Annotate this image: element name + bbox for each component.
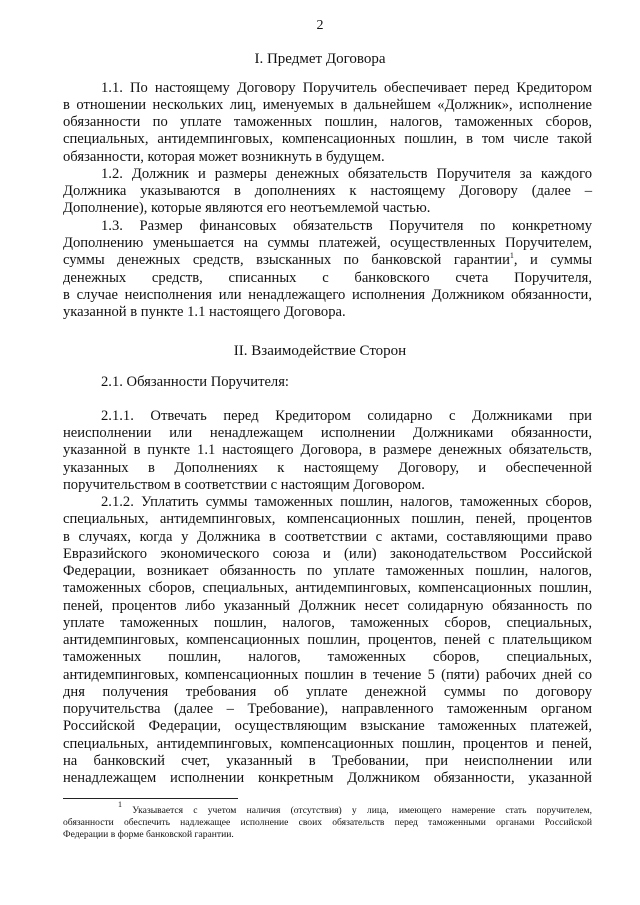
- paragraph-line: обязанности, которая может возникнуть в будущем.: [63, 149, 385, 165]
- footnote-reference: 1: [509, 251, 514, 260]
- paragraph-line: таможенных пошлин, налогов, таможенных сборов, специальных,: [63, 649, 592, 665]
- paragraph-line: Дополнение), которые являются его неотъемлемой частью.: [63, 200, 431, 216]
- paragraph-line: 1.1. По настоящему Договору Поручитель обеспечивает перед Кредитором: [101, 80, 592, 96]
- paragraph-line: 1.3. Размер финансовых обязательств Поручителя по конкретному: [101, 218, 592, 234]
- paragraph-line: специальных, антидемпинговых, компенсационных пошлин, пеней, процентов: [63, 511, 592, 527]
- paragraph-line: 2.1.1. Отвечать перед Кредитором солидарно с Должниками при: [101, 408, 592, 424]
- page-number: 2: [316, 18, 324, 33]
- footnote-line: Федерации в форме банковской гарантии.: [63, 829, 234, 840]
- paragraph-line: антидемпинговых, компенсационных пошлин в течение 5 (пяти) рабочих дней со: [63, 667, 592, 683]
- paragraph-line: поручительством в соответствии с настоящим Договором.: [63, 477, 425, 493]
- paragraph-text: , и суммы: [513, 252, 593, 268]
- footnote-text: Указывается с учетом наличия (отсутствия) у лица, имеющего намерение стать поручителем,: [132, 805, 592, 816]
- paragraph-line: указанной в пункте 1.1 настоящего Договора.: [63, 304, 346, 320]
- paragraph-line: Евразийского экономического союза и (или) законодательством Российской: [63, 546, 592, 562]
- paragraph-line: дня получения требования об уплате денежной суммы по договору: [63, 684, 592, 700]
- paragraph-line: антидемпинговых, компенсационных пошлин, процентов, пеней с плательщиком: [63, 632, 592, 648]
- paragraph-line: специальных, антидемпинговых, компенсационных пошлин, в том числе такой: [63, 131, 592, 147]
- paragraph-line: в случаях, когда у Должника в соответствии с актами, составляющими право: [63, 529, 592, 545]
- paragraph-line: поручительства (далее – Требование), направленного таможенным органом: [63, 701, 592, 717]
- paragraph-line: неисполнении или ненадлежащем исполнении Должниками обязанности,: [63, 425, 592, 441]
- paragraph-line: 2.1.2. Уплатить суммы таможенных пошлин, налогов, таможенных сборов,: [101, 494, 592, 510]
- footnote-line: [118, 800, 592, 816]
- paragraph-line: Должника указываются в дополнениях к настоящему Договору (далее –: [63, 183, 592, 199]
- paragraph-line: 1.2. Должник и размеры денежных обязательств Поручителя за каждого: [101, 166, 592, 182]
- footnote-line: обязанности обеспечить надлежащее исполнение своих обязательств перед таможенными органами Российской: [63, 817, 592, 828]
- paragraph-line: указанной в пункте 1.1 настоящего Договора, в размере денежных обязательств,: [63, 442, 592, 458]
- paragraph-line: специальных, антидемпинговых, компенсационных пошлин, процентов и пеней,: [63, 736, 592, 752]
- paragraph-line: обязанности по уплате таможенных пошлин, налогов, таможенных сборов,: [63, 114, 592, 130]
- paragraph-line: в случае неисполнения или ненадлежащего исполнения Должником обязанности,: [63, 287, 592, 303]
- paragraph-text: суммы денежных средств, взысканных по банковской гарантии: [63, 252, 510, 268]
- paragraph-line-with-footnote: [63, 252, 592, 269]
- paragraph-line: на банковский счет, указанный в Требовании, при неисполнении или: [63, 753, 592, 769]
- paragraph-line: пеней, процентов либо указанный Должник несет солидарную обязанность по: [63, 598, 592, 614]
- paragraph-line: Дополнению уменьшается на суммы платежей, осуществленных Поручителем,: [63, 235, 592, 251]
- footnote-separator: [63, 798, 238, 799]
- paragraph-line: указанных в Дополнениях к настоящему Договору, и обеспеченной: [63, 460, 592, 476]
- paragraph-line: уплате таможенных пошлин, налогов, таможенных сборов, специальных,: [63, 615, 592, 631]
- paragraph-line: в отношении нескольких лиц, именуемых в дальнейшем «Должник», исполнение: [63, 97, 592, 113]
- section-2-heading: II. Взаимодействие Сторон: [233, 343, 407, 359]
- paragraph-line: Российской Федерации, осуществляющим взыскание таможенных платежей,: [63, 718, 592, 734]
- section-1-heading: I. Предмет Договора: [254, 51, 386, 67]
- subsection-heading: 2.1. Обязанности Поручителя:: [101, 374, 289, 390]
- paragraph-line: Федерации, возникает обязанность по уплате таможенных пошлин, налогов,: [63, 563, 592, 579]
- paragraph-line: денежных средств, списанных с банковского счета Поручителя,: [63, 270, 592, 286]
- paragraph-line: ненадлежащем исполнении конкретным Должником обязанности, указанной: [63, 770, 592, 786]
- paragraph-line: таможенных сборов, специальных, антидемпинговых, компенсационных пошлин,: [63, 580, 592, 596]
- footnote-marker: 1: [118, 800, 122, 809]
